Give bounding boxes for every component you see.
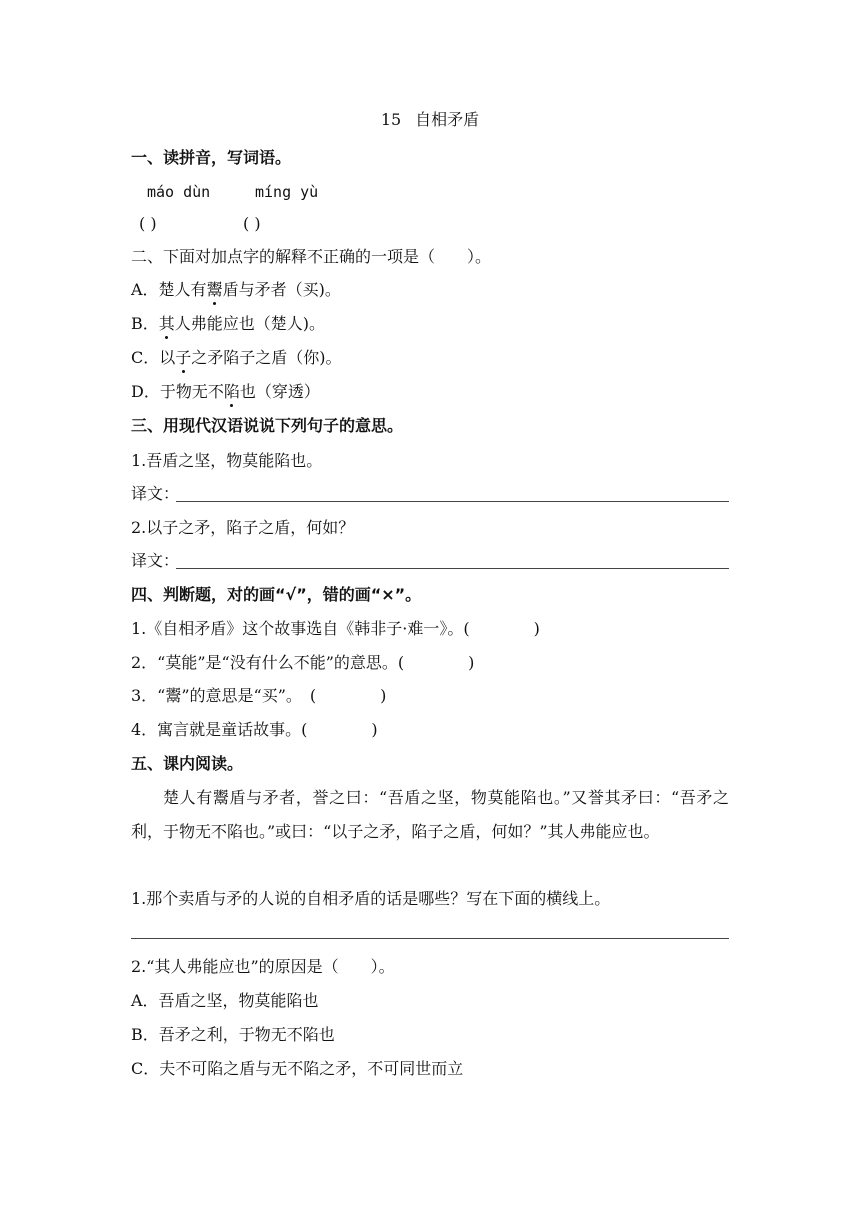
dotted-character: 子 <box>175 346 191 370</box>
reading-option-b[interactable]: B．吾矛之利，于物无不陷也 <box>131 1025 335 1044</box>
judgement-item-2[interactable]: 2．“莫能”是“没有什么不能”的意思。( ) <box>131 653 475 672</box>
translation-line-1[interactable] <box>176 501 729 502</box>
dotted-character: 陷 <box>224 380 240 404</box>
answer-blank-1[interactable]: ( ) <box>139 214 157 233</box>
answer-blanks-row <box>139 212 729 236</box>
answer-line[interactable] <box>131 938 729 939</box>
reading-question-1: 1.那个卖盾与矛的人说的自相矛盾的话是哪些？写在下面的横线上。 <box>131 889 611 908</box>
lesson-number: 15 <box>380 110 402 129</box>
judgement-item-3[interactable]: 3．“鬻”的意思是“买”。 ( ) <box>131 686 387 705</box>
lesson-title: 自相矛盾 <box>415 110 480 129</box>
judgement-item-4[interactable]: 4．寓言就是童话故事。( ) <box>131 720 378 739</box>
option-c-text-1: C．以 <box>131 348 176 367</box>
reading-option-a[interactable]: A．吾盾之坚，物莫能陷也 <box>131 991 319 1010</box>
section-1-heading: 一、读拼音，写词语。 <box>131 148 292 167</box>
dotted-character: 其 <box>159 312 175 336</box>
option-b-text-1: B． <box>131 314 159 333</box>
answer-blank-2[interactable]: ( ) <box>243 214 261 233</box>
section-4-heading: 四、判断题，对的画“√”，错的画“×”。 <box>131 585 422 604</box>
pinyin-1: máo dùn <box>147 183 211 201</box>
pinyin-2: míng yù <box>255 183 319 201</box>
sentence-1: 1.吾盾之坚，物莫能陷也。 <box>131 451 323 470</box>
option-a[interactable] <box>131 278 729 302</box>
translation-label-1: 译文： <box>131 484 180 503</box>
dotted-character: 鬻 <box>207 278 223 302</box>
reading-question-2: 2.“其人弗能应也”的原因是（ ）。 <box>131 957 395 976</box>
option-a-text-2: 盾与矛者（买)。 <box>222 280 341 299</box>
reading-passage: 楚人有鬻盾与矛者，誉之曰：“吾盾之坚，物莫能陷也。”又誉其矛曰：“吾矛之利，于物无不陷也。”或曰：“以子之矛，陷子之盾，何如？”其人弗能应也。 <box>131 788 729 841</box>
option-b-text-2: 人弗能应也（楚人)。 <box>174 314 326 333</box>
pinyin-row <box>147 180 729 204</box>
option-c[interactable] <box>131 346 729 370</box>
option-b[interactable] <box>131 312 729 336</box>
section-3-heading: 三、用现代汉语说说下列句子的意思。 <box>131 416 404 435</box>
option-d[interactable] <box>131 380 729 404</box>
section-5-heading: 五、课内阅读。 <box>131 754 244 773</box>
option-a-text-1: A．楚人有 <box>131 280 207 299</box>
page-title <box>0 108 860 132</box>
translation-label-2: 译文： <box>131 551 180 570</box>
option-d-text-2: 也（穿透） <box>239 382 320 401</box>
reading-option-c[interactable]: C．夫不可陷之盾与无不陷之矛，不可同世而立 <box>131 1059 464 1078</box>
section-2-question: 二、下面对加点字的解释不正确的一项是（ ）。 <box>131 247 492 266</box>
judgement-item-1[interactable]: 1.《自相矛盾》这个故事选自《韩非子·难一》。( ) <box>131 619 540 638</box>
translation-line-2[interactable] <box>176 568 729 569</box>
sentence-2: 2.以子之矛，陷子之盾，何如？ <box>131 518 355 537</box>
option-c-text-2: 之矛陷子之盾（你)。 <box>191 348 342 367</box>
option-d-text-1: D．于物无不 <box>131 382 224 401</box>
